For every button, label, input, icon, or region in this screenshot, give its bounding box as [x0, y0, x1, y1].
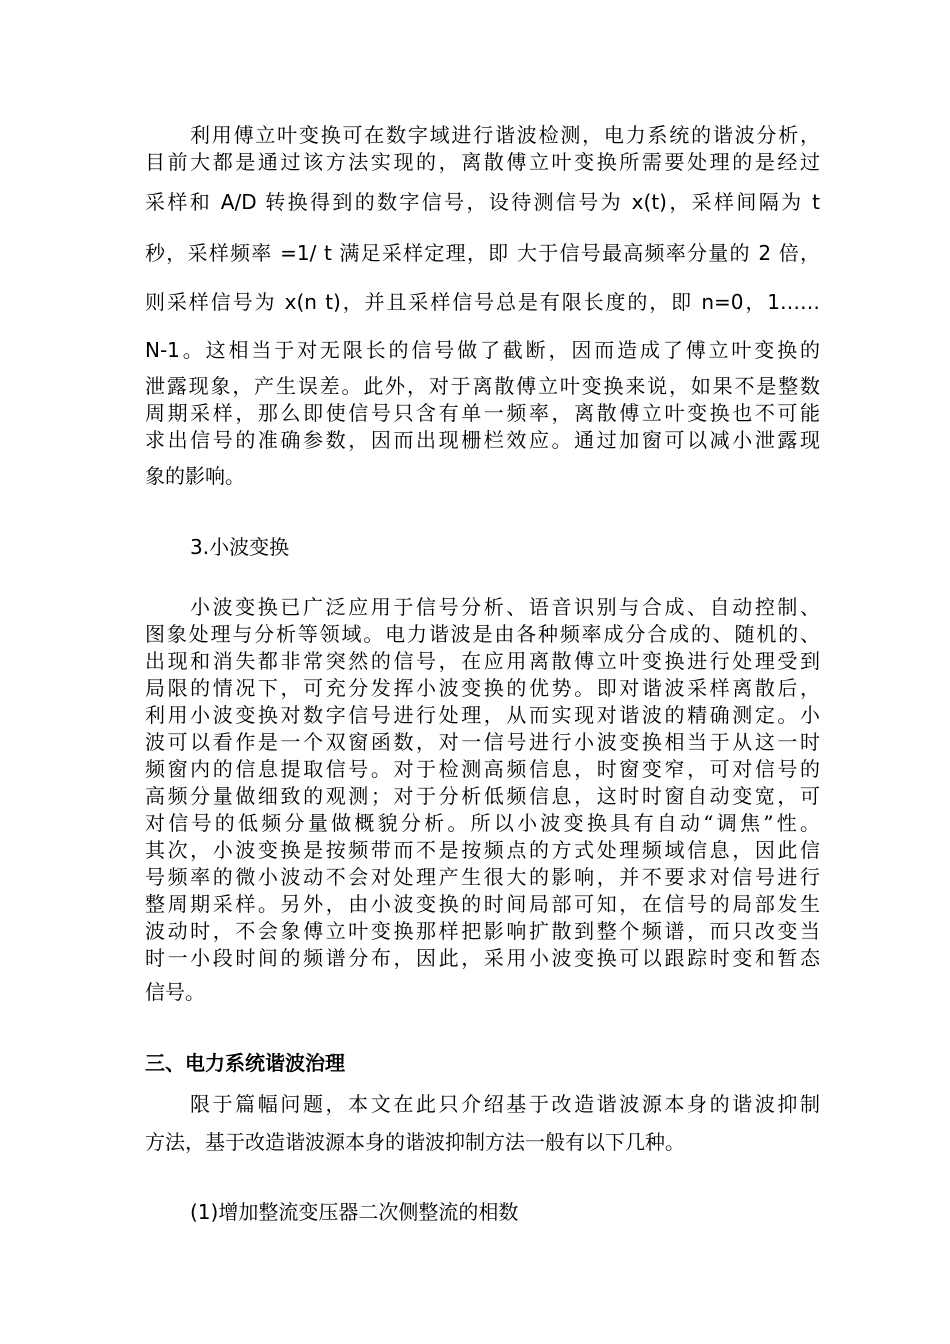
paragraph-line: 则采样信号为 x(n t)，并且采样信号总是有限长度的，即 n=0，1……	[145, 290, 820, 314]
paragraph-line: 对信号的低频分量做概貌分析。所以小波变换具有自动“调焦”性。	[145, 811, 820, 835]
paragraph-line: 号频率的微小波动不会对处理产生很大的影响，并不要求对信号进行	[145, 865, 820, 889]
paragraph-line: 周期采样，那么即使信号只含有单一频率，离散傅立叶变换也不可能	[145, 401, 820, 425]
paragraph-line: 象的影响。	[145, 464, 245, 488]
paragraph-line: 局限的情况下，可充分发挥小波变换的优势。即对谐波采样离散后，	[145, 676, 820, 700]
section-heading-wavelet: 3.小波变换	[190, 535, 290, 559]
paragraph-line: 限于篇幅问题，本文在此只介绍基于改造谐波源本身的谐波抑制	[190, 1092, 820, 1116]
paragraph-line: N-1。这相当于对无限长的信号做了截断，因而造成了傅立叶变换的	[145, 338, 820, 362]
paragraph-line: 秒，采样频率 =1/ t 满足采样定理，即 大于信号最高频率分量的 2 倍，	[145, 241, 820, 265]
paragraph-line: 出现和消失都非常突然的信号，在应用离散傅立叶变换进行处理受到	[145, 649, 820, 673]
paragraph-line: 目前大都是通过该方法实现的，离散傅立叶变换所需要处理的是经过	[145, 150, 820, 174]
section-heading-harmonic-control: 三、电力系统谐波治理	[145, 1051, 345, 1075]
paragraph-line: 泄露现象，产生误差。此外，对于离散傅立叶变换来说，如果不是整数	[145, 374, 820, 398]
paragraph-line: 波动时，不会象傅立叶变换那样把影响扩散到整个频谱，而只改变当	[145, 919, 820, 943]
paragraph-line: 小波变换已广泛应用于信号分析、语音识别与合成、自动控制、	[190, 595, 820, 619]
paragraph-line: 高频分量做细致的观测；对于分析低频信息，这时时窗自动变宽，可	[145, 784, 820, 808]
paragraph-line: 整周期采样。另外，由小波变换的时间局部可知，在信号的局部发生	[145, 892, 820, 916]
paragraph-line: 利用傅立叶变换可在数字域进行谐波检测，电力系统的谐波分析，	[190, 123, 820, 147]
paragraph-line: 利用小波变换对数字信号进行处理，从而实现对谐波的精确测定。小	[145, 703, 820, 727]
list-item-rectifier-phases: (1)增加整流变压器二次侧整流的相数	[190, 1200, 519, 1224]
paragraph-line: 时一小段时间的频谱分布，因此，采用小波变换可以跟踪时变和暂态	[145, 946, 820, 970]
paragraph-line: 采样和 A/D 转换得到的数字信号，设待测信号为 x(t)，采样间隔为 t	[145, 190, 820, 214]
paragraph-line: 方法，基于改造谐波源本身的谐波抑制方法一般有以下几种。	[145, 1130, 685, 1154]
paragraph-line: 图象处理与分析等领域。电力谐波是由各种频率成分合成的、随机的、	[145, 622, 820, 646]
paragraph-line: 求出信号的准确参数，因而出现栅栏效应。通过加窗可以减小泄露现	[145, 428, 820, 452]
paragraph-line: 信号。	[145, 980, 205, 1004]
paragraph-line: 频窗内的信息提取信号。对于检测高频信息，时窗变窄，可对信号的	[145, 757, 820, 781]
paragraph-line: 其次，小波变换是按频带而不是按频点的方式处理频域信息，因此信	[145, 838, 820, 862]
paragraph-line: 波可以看作是一个双窗函数，对一信号进行小波变换相当于从这一时	[145, 730, 820, 754]
